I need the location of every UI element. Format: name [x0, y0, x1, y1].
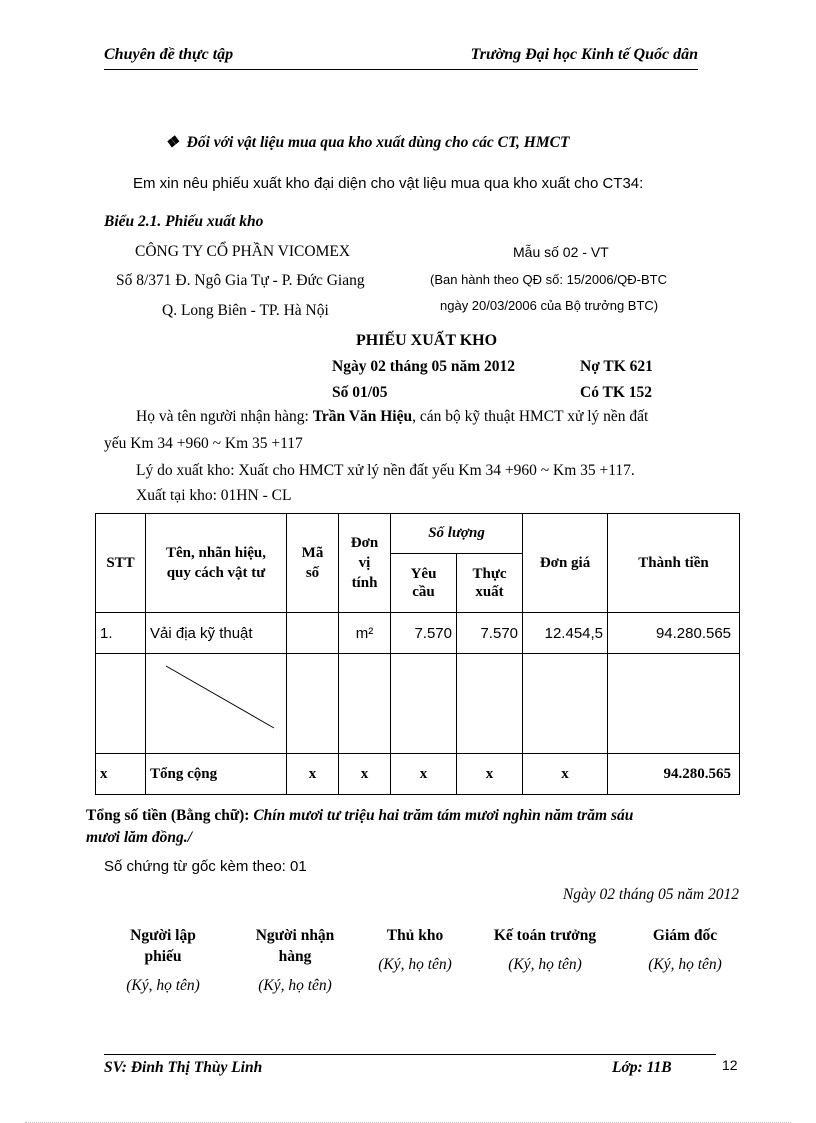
cell-amount: 94.280.565 [608, 613, 740, 654]
total-stt: x [96, 754, 146, 795]
header-rule [104, 69, 698, 70]
slip-date: Ngày 02 tháng 05 năm 2012 [332, 358, 516, 375]
cell-code [287, 613, 339, 654]
amount-words-text: Chín mươi tư triệu hai trăm tám mươi nghìn năm trăm sáu [253, 807, 634, 824]
total-label: Tổng cộng [146, 754, 287, 795]
header-unit: Đơn vị tính [339, 514, 391, 613]
header-amount: Thành tiền [608, 514, 740, 613]
receiver-line [136, 408, 648, 426]
form-issued-1: (Ban hành theo QĐ số: 15/2006/QĐ-BTC [430, 272, 668, 287]
footer-class: Lớp: 11B [612, 1059, 672, 1076]
signature-director: Giám đốc (Ký, họ tên) [648, 927, 722, 973]
total-unit: x [339, 754, 391, 795]
signature-chief-accountant: Kế toán trưởng (Ký, họ tên) [493, 927, 597, 973]
amount-words-line-1 [86, 807, 633, 825]
header-stt: STT [96, 514, 146, 613]
company-address-1: Số 8/371 Đ. Ngô Gia Tự - P. Đức Giang [116, 272, 365, 289]
header-actual: Thực xuất [457, 554, 523, 613]
footer-rule [104, 1054, 716, 1055]
receiver-label: Họ và tên người nhận hàng: [136, 408, 309, 425]
diagonal-strike-line [146, 654, 287, 754]
strike-cell [146, 654, 287, 754]
header-code: Mã số [287, 514, 339, 613]
slip-title: PHIẾU XUẤT KHO [356, 332, 498, 349]
page-number: 12 [722, 1057, 738, 1073]
header-left: Chuyên đề thực tập [104, 46, 234, 63]
receiver-continuation: yếu Km 34 +960 ~ Km 35 +117 [104, 435, 303, 452]
sign-date: Ngày 02 tháng 05 năm 2012 [562, 886, 739, 903]
slip-debit: Nợ TK 621 [580, 358, 653, 375]
table-empty-row [96, 654, 740, 754]
section-heading-text: Đối với vật liệu mua qua kho xuất dùng cho các CT, HMCT [186, 134, 570, 151]
issue-slip-table [95, 513, 740, 795]
table-header-row [96, 514, 740, 554]
table-row [96, 613, 740, 654]
company-name: CÔNG TY CỔ PHẦN VICOMEX [135, 243, 351, 260]
reason-line: Lý do xuất kho: Xuất cho HMCT xử lý nền đất yếu Km 34 +960 ~ Km 35 +117. [136, 462, 635, 479]
total-actual: x [457, 754, 523, 795]
header-quantity: Số lượng [391, 514, 523, 554]
diamond-bullet-icon: ❖ [165, 134, 179, 151]
section-heading [165, 133, 569, 152]
company-address-2: Q. Long Biên - TP. Hà Nội [162, 302, 329, 319]
form-issued-2: ngày 20/03/2006 của Bộ trưởng BTC) [440, 298, 659, 313]
total-price: x [523, 754, 608, 795]
attachments: Số chứng từ gốc kèm theo: 01 [104, 858, 307, 875]
cell-unit: m² [339, 613, 391, 654]
cell-name: Vải địa kỹ thuật [146, 613, 287, 654]
intro-text: Em xin nêu phiếu xuất kho đại diện cho vật liệu mua qua kho xuất cho CT34: [133, 175, 644, 192]
total-amount: 94.280.565 [608, 754, 740, 795]
amount-words-line-2: mươi lăm đồng./ [86, 829, 192, 846]
cell-price: 12.454,5 [523, 613, 608, 654]
signature-receiver: Người nhận hàng (Ký, họ tên) [255, 927, 335, 994]
header-requested: Yêu cầu [391, 554, 457, 613]
receiver-name: Trần Văn Hiệu [312, 408, 413, 425]
header-name: Tên, nhãn hiệu, quy cách vật tư [146, 514, 287, 613]
signature-preparer: Người lập phiếu (Ký, họ tên) [126, 927, 200, 994]
header-right: Trường Đại học Kinh tế Quốc dân [470, 46, 698, 63]
amount-words-label: Tổng số tiền (Bằng chữ): [86, 807, 250, 824]
slip-credit: Có TK 152 [580, 384, 653, 401]
table-total-row [96, 754, 740, 795]
slip-number: Số 01/05 [332, 384, 388, 401]
cell-requested: 7.570 [391, 613, 457, 654]
receiver-rest: , cán bộ kỹ thuật HMCT xử lý nền đất [412, 408, 649, 425]
total-code: x [287, 754, 339, 795]
figure-caption: Biểu 2.1. Phiếu xuất kho [104, 213, 264, 230]
total-requested: x [391, 754, 457, 795]
cell-stt: 1. [96, 613, 146, 654]
form-code: Mẫu số 02 - VT [513, 244, 609, 260]
footer-student: SV: Đinh Thị Thùy Linh [104, 1059, 263, 1076]
cell-actual: 7.570 [457, 613, 523, 654]
header-price: Đơn giá [523, 514, 608, 613]
warehouse-line: Xuất tại kho: 01HN - CL [136, 487, 292, 504]
signature-storekeeper: Thủ kho (Ký, họ tên) [378, 927, 452, 973]
